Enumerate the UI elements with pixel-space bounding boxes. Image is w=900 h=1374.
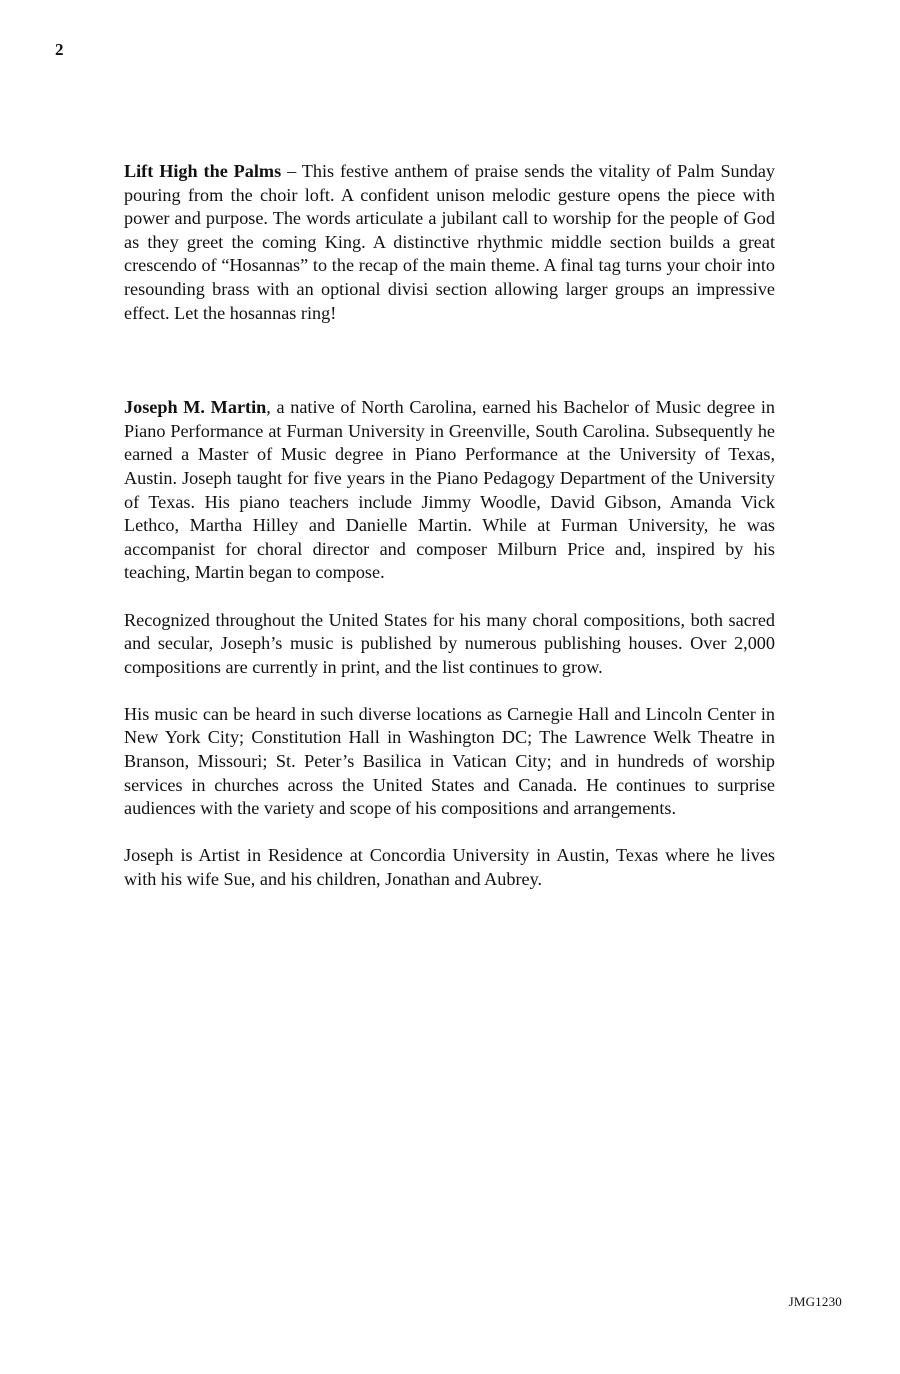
biography-intro: , a native of North Carolina, earned his Bachelor of Music degree in Piano Performance at Furman University in Greenville, South Carolina. Subsequently he earned a Master of Music degree in Piano Performance at the University of Texas, Austin. Joseph taught for five years in the Piano Pedagogy Department of the University of Texas. His piano teachers include Jimmy Woodle, David Gibson, Amanda Vick Lethco, Martha Hilley and Danielle Martin. While at Furman University, he was accompanist for choral director and composer Milburn Price and, inspired by his teaching, Martin began to compose.	[124, 397, 776, 583]
catalog-code: JMG1230	[788, 1294, 842, 1309]
page-content	[124, 160, 775, 892]
page-number: 2	[55, 40, 64, 59]
paragraph-spacer	[124, 821, 775, 845]
biography-paragraph: His music can be heard in such diverse locations as Carnegie Hall and Lincoln Center in New York City; Constitution Hall in Washington DC; The Lawrence Welk Theatre in Branson, Missouri; St. Peter’s Basilica in Vatican City; and in hundreds of worship services in churches across the United States and Canada. He continues to surprise audiences with the variety and scope of his compositions and arrangements.	[124, 703, 775, 819]
biography-paragraph: Joseph is Artist in Residence at Concordia University in Austin, Texas where he lives with his wife Sue, and his children, Jonathan and Aubrey.	[124, 845, 775, 890]
section-spacer	[124, 325, 775, 396]
anthem-description-paragraph	[124, 160, 775, 325]
biography-intro-paragraph	[124, 396, 775, 585]
biography-paragraph: Recognized throughout the United States for his many choral compositions, both sacred and secular, Joseph’s music is published by numerous publishing houses. Over 2,000 compositions are currently in print, and the list continues to grow.	[124, 609, 775, 677]
paragraph-spacer	[124, 585, 775, 609]
paragraph-spacer	[124, 679, 775, 703]
anthem-title: Lift High the Palms	[124, 161, 282, 181]
anthem-description: – This festive anthem of praise sends the vitality of Palm Sunday pouring from the choir loft. A confident unison melodic gesture opens the piece with power and purpose. The words articulate a jubilant call to worship for the people of God as they greet the coming King. A distinctive rhythmic middle section builds a great crescendo of “Hosannas” to the recap of the main theme. A final tag turns your choir into resounding brass with an optional divisi section allowing larger groups an impressive effect. Let the hosannas ring!	[124, 161, 776, 323]
composer-name: Joseph M. Martin	[124, 397, 267, 418]
